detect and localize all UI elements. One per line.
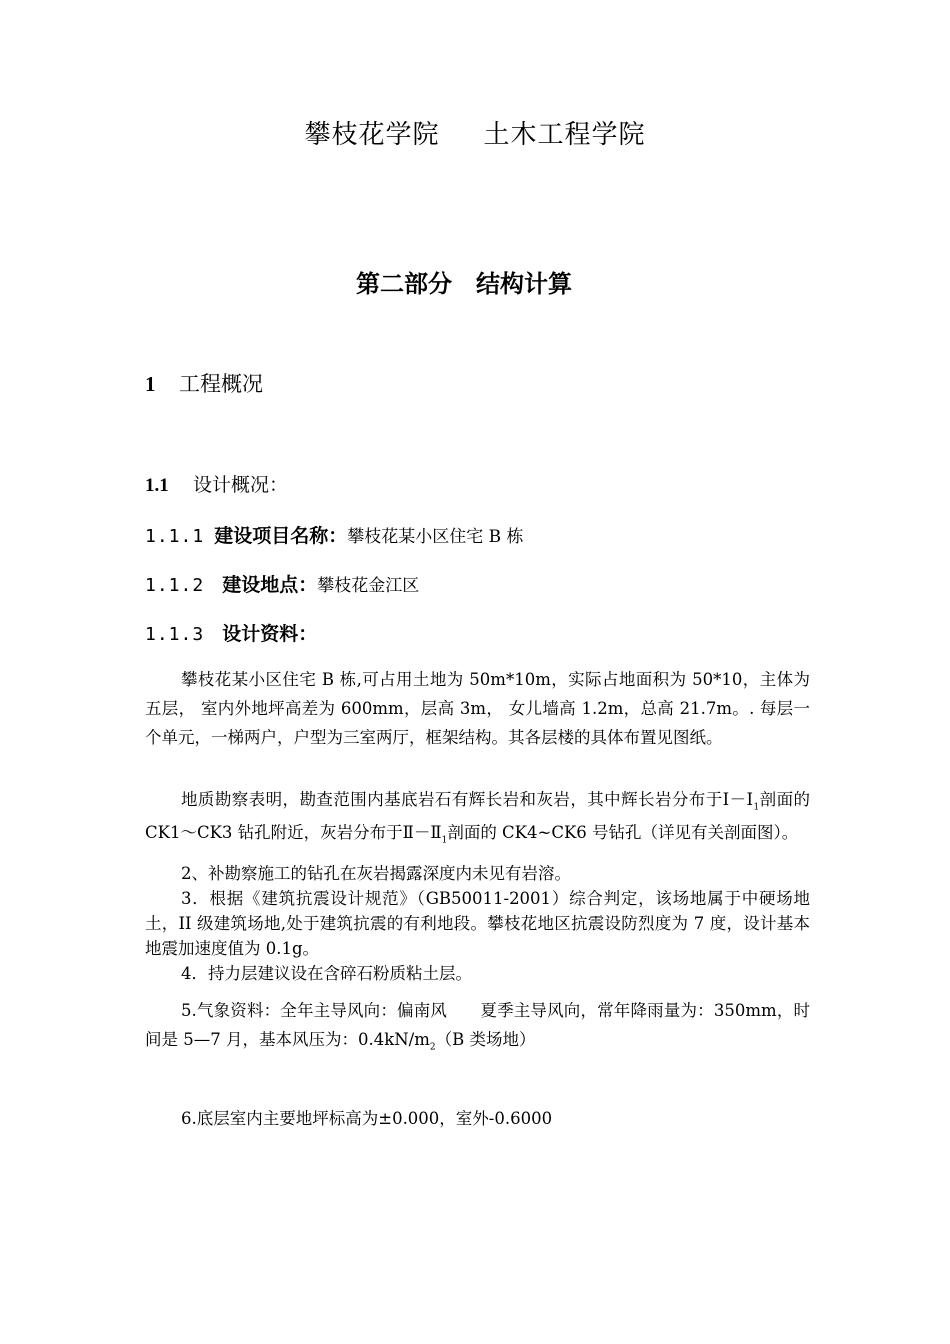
section-heading-1	[145, 368, 263, 398]
item-label: 建设地点：	[222, 574, 318, 596]
geology-text-b: 剖面的CK1～CK3 钻孔附近，灰岩分布于Ⅱ－Ⅱ	[145, 790, 810, 843]
paragraph-karst: 2、补勘察施工的钻孔在灰岩揭露深度内未见有岩溶。	[181, 864, 571, 883]
item-value: 攀枝花某小区住宅 B 栋	[347, 527, 524, 547]
paragraph-climate	[145, 996, 810, 1062]
geology-text-a: 地质勘察表明，勘查范围内基底岩石有辉长岩和灰岩，其中辉长岩分布于Ⅰ－Ⅰ	[181, 790, 754, 809]
climate-text: 5.气象资料：全年主导风向：偏南风 夏季主导风向，常年降雨量为：350mm，时间是 5—7 月，基本风压为：0.4kN/m	[145, 1001, 810, 1049]
climate-tail: （B 类场地）	[435, 1030, 536, 1049]
part-label: 第二部分	[356, 270, 452, 298]
college-name: 土木工程学院	[483, 120, 646, 150]
item-number: 1.1.2	[145, 575, 205, 596]
geology-text-c: 剖面的 CK4~CK6 号钻孔（详见有关剖面图）。	[447, 823, 799, 843]
part-title	[0, 264, 928, 299]
geology-subscript-1: 1	[753, 802, 760, 813]
section-title: 工程概况	[179, 372, 263, 396]
page-header	[0, 114, 950, 151]
item-design-data	[145, 619, 317, 646]
paragraph-bearing-layer: 4．持力层建议设在含碎石粉质粘土层。	[181, 964, 472, 983]
geology-subscript-2: 1	[441, 835, 448, 846]
climate-subscript: 2	[429, 1042, 436, 1053]
item-number: 1.1.3	[145, 624, 205, 645]
item-location	[145, 570, 419, 597]
item-project-name	[145, 521, 524, 548]
paragraph-seismic: 3．根据《建筑抗震设计规范》（GB50011-2001）综合判定，该场地属于中硬场地土，II 级建筑场地,处于建筑抗震的有利地段。攀枝花地区抗震设防烈度为 7 度，设计基本地震加速度值为 0.1g。	[145, 889, 810, 958]
section-heading-1-1	[145, 470, 288, 497]
paragraph-floor-elevation: 6.底层室内主要地坪标高为±0.000，室外-0.6000	[181, 1109, 553, 1128]
part-heading: 结构计算	[476, 270, 572, 298]
school-name: 攀枝花学院	[304, 120, 440, 150]
section-number: 1	[145, 372, 156, 396]
subsection-number: 1.1	[145, 475, 169, 496]
subsection-title: 设计概况：	[193, 474, 289, 496]
item-value: 攀枝花金江区	[317, 576, 420, 596]
paragraph-project-summary: 攀枝花某小区住宅 B 栋,可占用土地为 50m*10m，实际占地面积为 50*10，主体为五层， 室内外地坪高差为 600mm，层高 3m， 女儿墙高 1.2m，总高 21.7m。. 每层一个单元，一梯两户，户型为三室两厅，框架结构。其各层楼的具体布置见图纸。	[145, 670, 810, 747]
item-number: 1.1.1	[145, 526, 205, 547]
item-label: 设计资料：	[222, 623, 318, 645]
paragraph-geology	[145, 787, 810, 854]
item-label: 建设项目名称：	[214, 525, 348, 547]
